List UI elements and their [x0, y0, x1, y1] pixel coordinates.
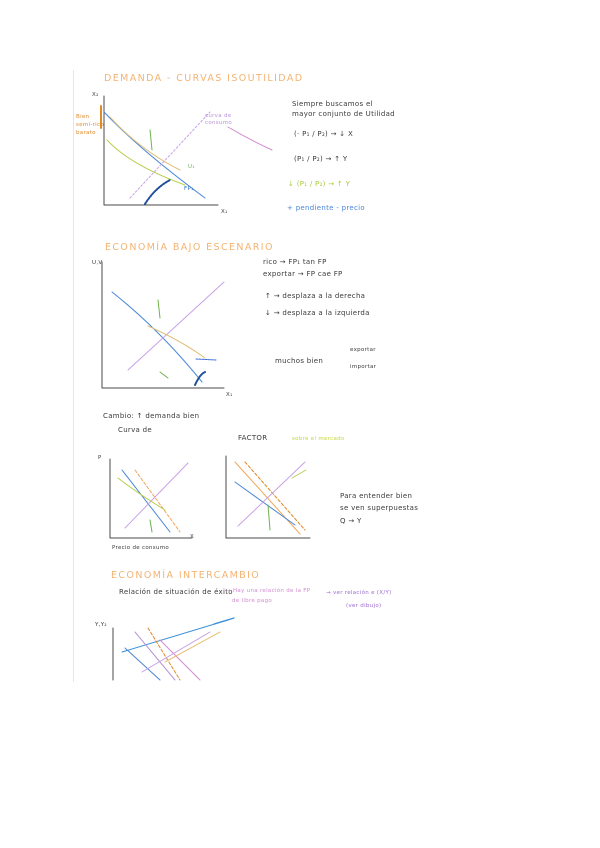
section-4-axis-y: Y,Y₂: [95, 622, 107, 628]
section-2-axis-y: U,V: [92, 260, 103, 266]
section-2-note-3: ↑ → desplaza a la derecha: [265, 292, 366, 300]
section-2-note-5: muchos bien: [275, 357, 324, 365]
graph-2-line-a: [112, 292, 202, 382]
section-1-note-1: Siempre buscamos el: [292, 100, 373, 108]
graph-2-arrow: [196, 359, 216, 360]
section-3-note-1: Cambio: ↑ demanda bien: [103, 412, 200, 420]
graph-1-arrow: [228, 127, 272, 150]
graph-2-short-mark: [160, 372, 168, 378]
section-2-note-6: exportar: [350, 347, 376, 353]
graph-1-indifference-curve: [107, 140, 185, 185]
section-2-axis-x: X₁: [226, 392, 233, 398]
graph-1-tick: [150, 130, 152, 150]
section-1-note-4: (P₁ / P₂) → ↑ Y: [294, 155, 348, 163]
section-2-note-1: rico → FP₁ tan FP: [263, 258, 327, 266]
graph-2: [102, 262, 224, 388]
section-1-curve-label-u1: U₁: [188, 164, 195, 170]
section-2-note-4: ↓ → desplaza a la izquierda: [265, 309, 370, 317]
graph-2-line-c: [148, 326, 205, 358]
section-1-note-3: (· P₁ / P₂) → ↓ X: [294, 130, 354, 138]
section-1-title: DEMANDA - CURVAS ISOUTILIDAD: [104, 73, 304, 84]
section-1-note-5: ↓ (P₁ / P₂) → ↑ Y: [288, 180, 351, 188]
section-1-curve-label-consumo: curva de consumo: [205, 113, 233, 126]
section-3-note-2: Curva de: [118, 426, 153, 434]
section-3-note-4: sobre el mercado: [292, 436, 345, 442]
section-3-axis-x: X: [190, 534, 195, 540]
graph-2-line-b: [128, 282, 224, 370]
section-2-note-2: exportar → FP cae FP: [263, 270, 343, 278]
section-4-note-4: → ver relación e (X/Y): [326, 590, 392, 596]
graph-1-axes: [104, 96, 218, 205]
section-3-note-5: Para entender bien: [340, 492, 413, 500]
graph-3-left-line-b: [135, 470, 180, 532]
graph-2-angle-mark: [195, 372, 205, 385]
graph-3-left-tick: [150, 520, 152, 532]
graph-3-left-line-c: [125, 463, 188, 528]
section-3-note-7: Q → Y: [340, 517, 362, 525]
section-4-note-3: de libre pago: [232, 598, 273, 604]
graph-3-right-tick: [268, 505, 270, 530]
graph-4-arrow: [214, 618, 234, 624]
section-1-note-2: mayor conjunto de Utilidad: [292, 110, 395, 118]
section-1-note-6: + pendiente - precio: [287, 204, 365, 212]
section-4-note-1: Relación de situación de éxito: [119, 588, 233, 596]
section-1-left-note: Bien semi-rico barato: [76, 114, 104, 136]
section-4-note-2: → Hay una relación de la FP: [226, 588, 311, 594]
graph-1-angle-mark: [145, 180, 170, 204]
section-2-note-7: importar: [350, 364, 377, 370]
graph-4: [113, 618, 234, 680]
graph-3-right-mark: [292, 470, 306, 478]
section-3-note-6: se ven superpuestas: [340, 504, 419, 512]
graph-2-axes: [102, 262, 224, 388]
section-3-axis-label: Precio de consumo: [112, 545, 170, 551]
section-1-curve-label-fp: FP₁: [184, 186, 194, 192]
section-3-axis-y: P: [98, 455, 102, 461]
section-1-axis-y: X₂: [92, 92, 99, 98]
graph-2-tick: [158, 300, 160, 318]
graph-3-left: [110, 459, 195, 540]
graph-3-right: [226, 456, 310, 538]
section-1-axis-x: X₁: [221, 209, 228, 215]
section-4-note-5: (ver dibujo): [346, 603, 382, 609]
graph-1-consumption-curve: [130, 112, 210, 198]
section-3-title: FACTOR: [238, 434, 268, 442]
section-2-title: ECONOMÍA BAJO ESCENARIO: [105, 242, 274, 253]
graph-3-right-line-c: [235, 482, 295, 525]
graph-3-left-line-a: [122, 470, 170, 532]
graph-1-curve-u: [110, 117, 180, 170]
section-4-title: ECONOMÍA INTERCAMBIO: [111, 570, 261, 581]
graph-3-right-line-d: [238, 462, 305, 526]
graph-1: [101, 96, 272, 205]
